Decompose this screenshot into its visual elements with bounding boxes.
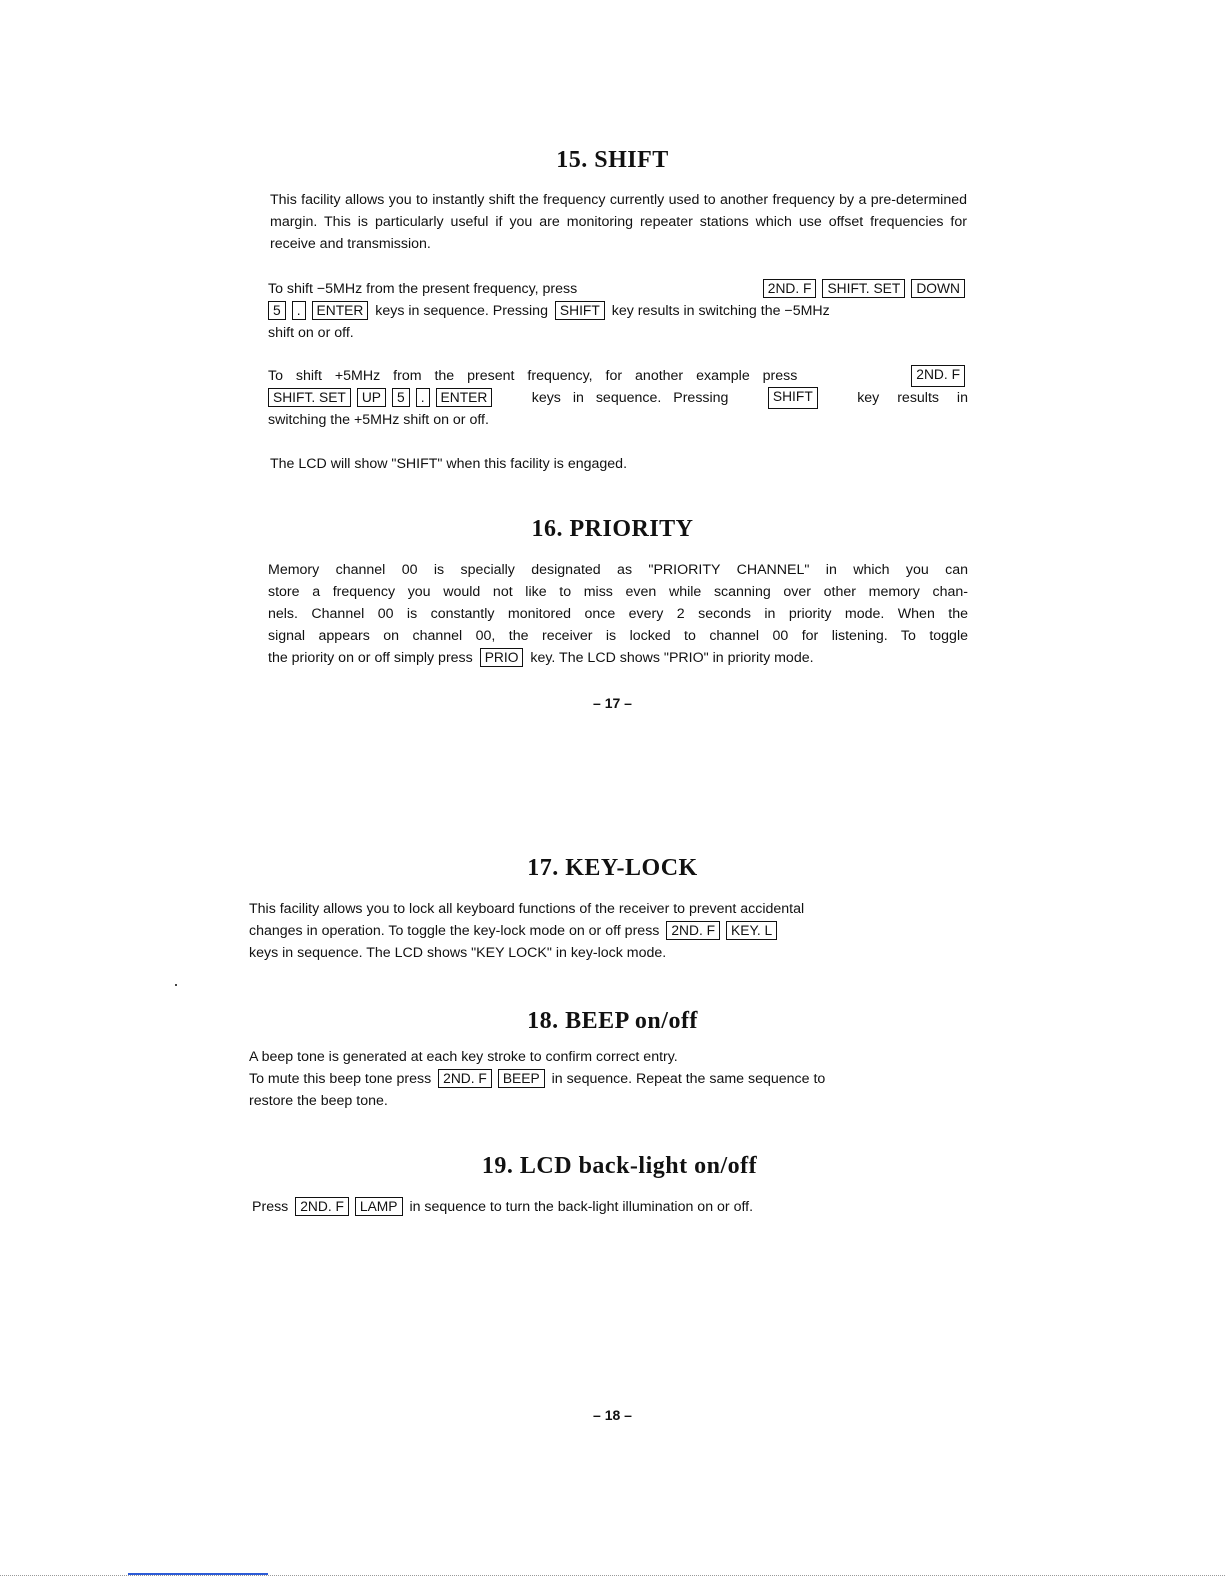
key-dot: . [292,301,306,320]
key-key-l: KEY. L [726,921,777,940]
key-shift-set: SHIFT. SET [268,388,351,407]
page-bottom-divider [0,1575,1225,1576]
section-18-paragraph [249,1046,959,1112]
key-shift: SHIFT [555,301,605,320]
text: in sequence to turn the back-light illumination on or off. [409,1199,754,1215]
key-2nd-f: 2ND. F [911,365,965,387]
key-enter: ENTER [436,388,493,407]
key-prio: PRIO [480,648,524,667]
key-shift: SHIFT [768,387,818,409]
section-16-paragraph [268,559,968,669]
text: Memory channel 00 is specially designated as "PRIORITY CHANNEL" in which you can [268,562,968,578]
key-5: 5 [392,388,410,407]
key-2nd-f: 2ND. F [295,1197,349,1216]
text: key. The LCD shows "PRIO" in priority mode. [530,650,814,666]
section-15-plus-shift-paragraph [268,365,968,431]
section-15-lcd-note: The LCD will show "SHIFT" when this facility is engaged. [270,456,628,472]
page-number-18: – 18 – [593,1407,632,1423]
text: key results in switching the −5MHz [611,303,830,319]
section-15-title: 15. SHIFT [556,147,669,173]
section-17-title: 17. KEY-LOCK [527,855,698,881]
key-beep: BEEP [498,1069,545,1088]
text: restore the beep tone. [249,1093,388,1109]
page-link-underline[interactable] [128,1573,268,1575]
text: changes in operation. To toggle the key-lock mode on or off press [249,923,660,939]
text: To mute this beep tone press [249,1071,432,1087]
key-2nd-f: 2ND. F [763,279,817,298]
text: key results in [857,390,968,406]
text: keys in sequence. Pressing [531,390,729,406]
text: keys in sequence. The LCD shows "KEY LOCK" in key-lock mode. [249,945,667,961]
section-17-paragraph [249,898,949,964]
text: A beep tone is generated at each key stroke to confirm correct entry. [249,1049,678,1065]
stray-mark [175,984,177,986]
section-19-paragraph [252,1196,952,1218]
text: To shift −5MHz from the present frequency, press [268,281,578,297]
key-5: 5 [268,301,286,320]
section-15-minus-shift-paragraph [268,278,968,344]
text: in sequence. Repeat the same sequence to [551,1071,826,1087]
section-18-title: 18. BEEP on/off [527,1008,698,1034]
text: nels. Channel 00 is constantly monitored once every 2 seconds in priority mode. When the [268,606,968,622]
text: the priority on or off simply press [268,650,473,666]
key-shift-set: SHIFT. SET [822,279,905,298]
page-number-17: – 17 – [593,695,632,711]
text: store a frequency you would not like to miss even while scanning over other memory chan- [268,584,968,600]
text: switching the +5MHz shift on or off. [268,412,489,428]
section-15-intro: This facility allows you to instantly shift the frequency currently used to another frequency by a pre-determined margin. This is particularly useful if you are monitoring repeater stations which use offset frequencies for receive and transmission. [270,192,967,252]
text: This facility allows you to lock all keyboard functions of the receiver to prevent accidental [249,901,805,917]
text: keys in sequence. Pressing [375,303,548,319]
key-down: DOWN [911,279,965,298]
text: Press [252,1199,289,1215]
text: shift on or off. [268,325,354,341]
key-enter: ENTER [312,301,369,320]
section-16-title: 16. PRIORITY [531,516,694,542]
key-lamp: LAMP [355,1197,403,1216]
key-2nd-f: 2ND. F [666,921,720,940]
key-dot: . [416,388,430,407]
key-up: UP [357,388,386,407]
text: To shift +5MHz from the present frequency, for another example press [268,368,798,384]
text: signal appears on channel 00, the receiver is locked to channel 00 for listening. To toggle [268,628,968,644]
section-19-title: 19. LCD back-light on/off [481,1153,758,1179]
key-2nd-f: 2ND. F [438,1069,492,1088]
